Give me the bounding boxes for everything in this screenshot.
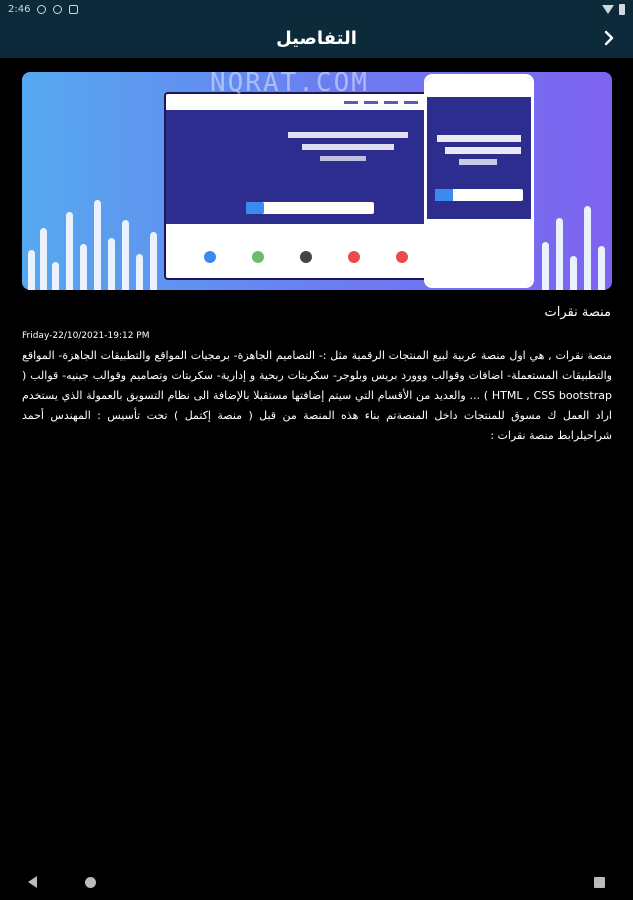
laptop-mockup — [164, 92, 448, 280]
post-date: Friday-22/10/2021-19:12 PM — [22, 331, 150, 341]
battery-icon — [619, 4, 625, 15]
notification-icon — [37, 5, 46, 14]
chevron-right-icon — [601, 30, 617, 46]
app-bar — [0, 18, 633, 58]
back-button[interactable] — [597, 26, 621, 50]
post-body: منصة نقرات , هي اول منصة عربية لبيع المنتجات الرقمية مثل :- التصاميم الجاهزة- برمجيات المواقع والتطبيقات الجاهزة- المواقع والتطبيقات المستعملة- اضافات وقوالب ووورد بريس وبلوجر- سكربتات ربحية و إدارية- سكربتات وتصاميم وقوالب جينيه- قوالب ( HTML , CSS bootstrap ) ... والعديد من الأقسام التي سيتم إضافتها مستقبلا بالإضافة الى نظام التسويق بالعمولة الذي يستخدم اراد العمل ك مسوق للمنتجات داخل المنصةتم بناء هذه المنصة من قبل ( منصة إكتمل ) تحت تأسيس : المهندس أحمد شراحيلرابط منصة نقرات : — [22, 349, 612, 442]
post-image — [22, 72, 612, 290]
nav-recent-apps-icon[interactable] — [594, 877, 605, 888]
sync-icon — [53, 5, 62, 14]
nav-home-icon[interactable] — [85, 877, 96, 888]
status-bar — [0, 0, 633, 18]
nav-back-icon[interactable] — [28, 876, 37, 888]
post-title: منصة نقرات — [544, 305, 611, 320]
phone-mockup — [424, 74, 534, 288]
page-title: التفاصيل — [276, 27, 357, 49]
wifi-icon — [602, 5, 614, 14]
system-nav-bar — [0, 864, 633, 900]
status-time: 2:46 — [8, 3, 31, 15]
app-notification-icon — [69, 5, 78, 14]
watermark: NQRAT.COM — [210, 72, 369, 98]
